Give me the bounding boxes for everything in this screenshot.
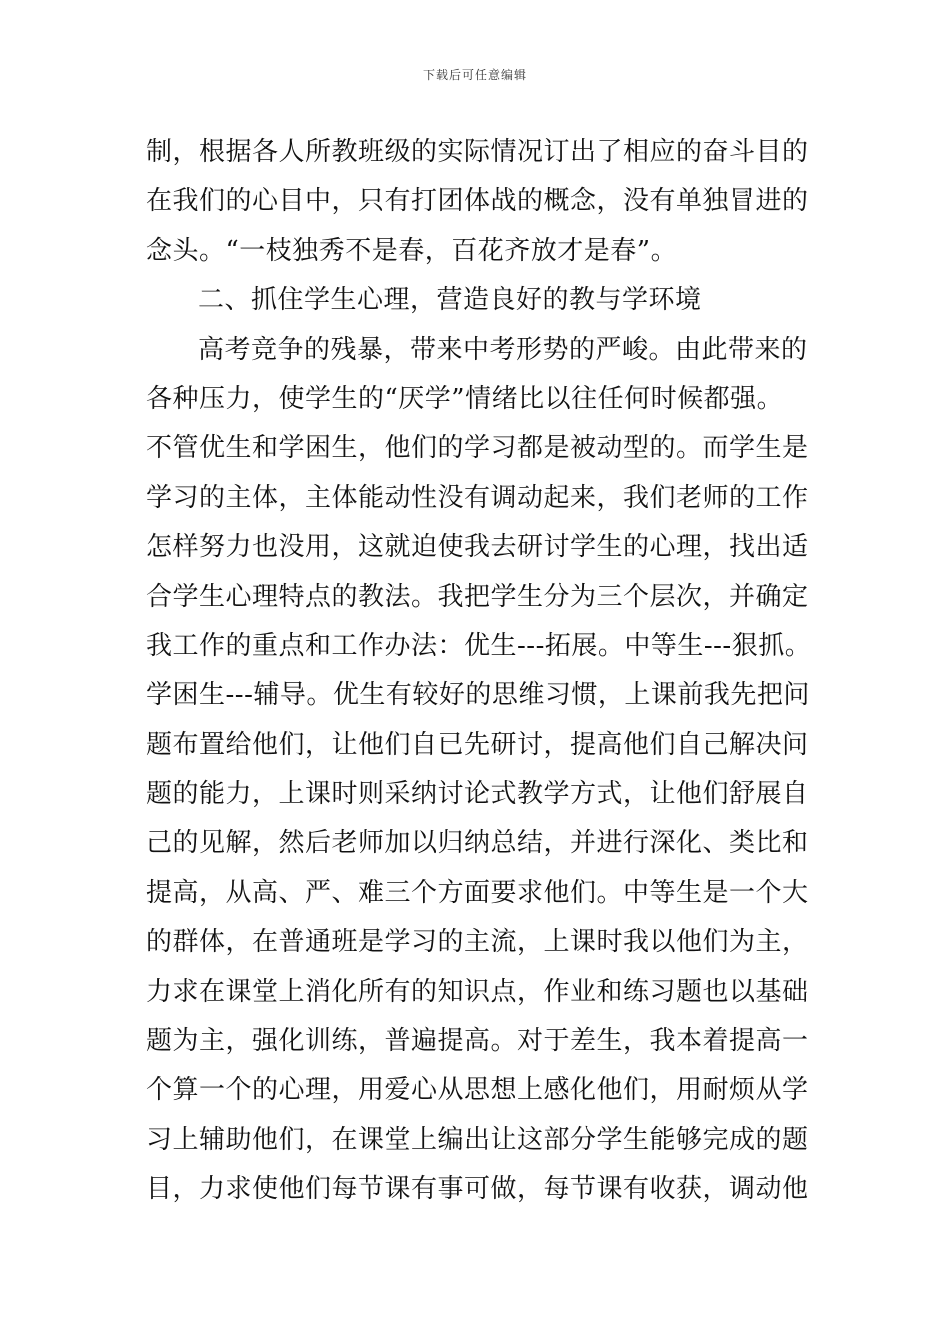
text-line: 我工作的重点和工作办法：优生---拓展。中等生---狠抓。 [146,630,812,661]
text-line: 各种压力，使学生的“厌学”情绪比以往任何时候都强。 [146,383,784,414]
text-line: 题为主，强化训练，普遍提高。对于差生，我本着提高一 [146,1026,809,1057]
text-line: 习上辅助他们，在课堂上编出让这部分学生能够完成的题 [146,1124,809,1155]
text-line: 力求在课堂上消化所有的知识点，作业和练习题也以基础 [146,976,809,1007]
text-line: 怎样努力也没用，这就迫使我去研讨学生的心理，找出适 [146,532,809,563]
text-line: 题的能力，上课时则采纳讨论式教学方式，让他们舒展自 [146,779,809,810]
text-line: 目，力求使他们每节课有事可做，每节课有收获，调动他 [146,1174,809,1205]
text-line: 在我们的心目中，只有打团体战的概念，没有单独冒进的 [146,186,809,217]
text-line: 制，根据各人所教班级的实际情况订出了相应的奋斗目的 [146,137,809,167]
text-line: 提高，从高、严、难三个方面要求他们。中等生是一个大 [146,877,809,908]
text-line: 念头。“一枝独秀不是春，百花齐放才是春”。 [146,235,678,266]
text-line: 题布置给他们，让他们自已先研讨，提高他们自己解决问 [146,729,809,760]
header-note: 下载后可任意编辑 [422,68,527,82]
document-body [146,128,836,1215]
text-line: 合学生心理特点的教法。我把学生分为三个层次，并确定 [146,581,809,612]
paragraph-start: 高考竞争的残暴，带来中考形势的严峻。由此带来的 [198,334,808,365]
text-line: 的群体，在普通班是学习的主流，上课时我以他们为主， [146,927,809,958]
text-line: 个算一个的心理，用爱心从思想上感化他们，用耐烦从学 [146,1075,809,1106]
text-line: 己的见解，然后老师加以归纳总结，并进行深化、类比和 [146,828,809,859]
text-line: 学困生---辅导。优生有较好的思维习惯，上课前我先把问 [146,680,810,711]
text-line: 不管优生和学困生，他们的学习都是被动型的。而学生是 [146,433,809,464]
section-heading: 二、抓住学生心理，营造良好的教与学环境 [198,285,702,316]
text-line: 学习的主体，主体能动性没有调动起来，我们老师的工作 [146,482,809,513]
